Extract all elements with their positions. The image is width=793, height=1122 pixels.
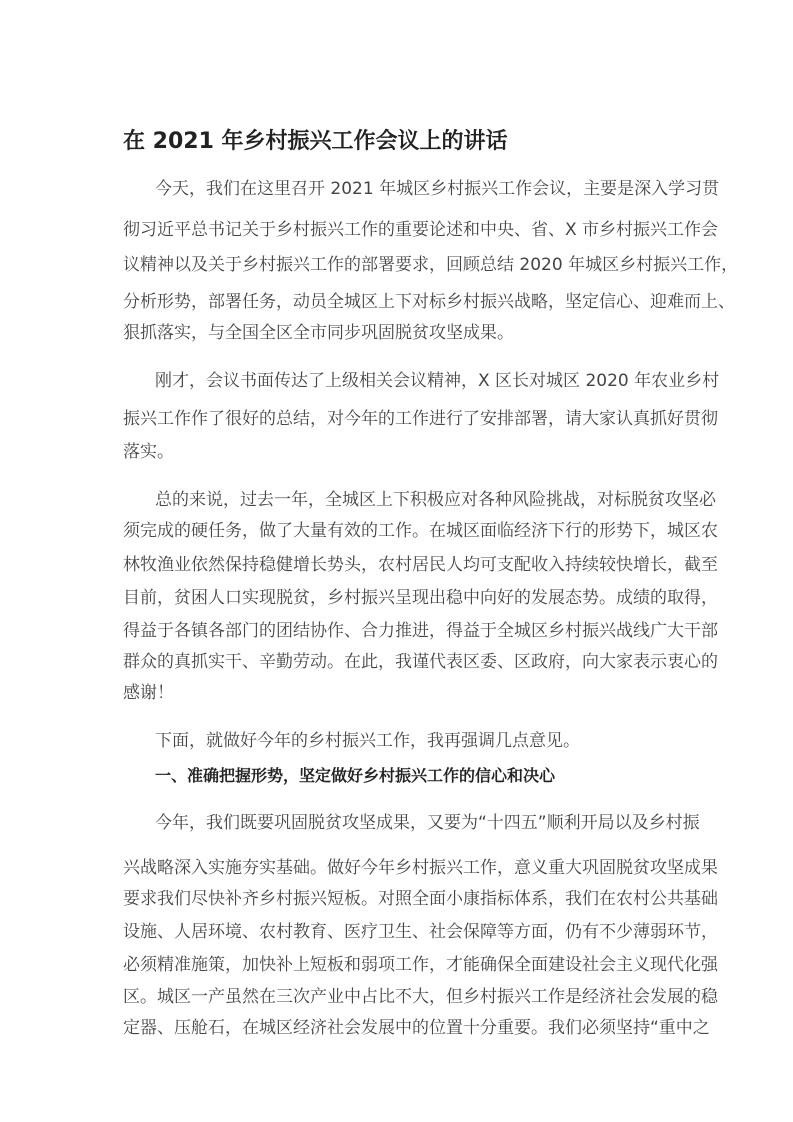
paragraph-line: 刚才，会议书面传达了上级相关会议精神，X 区长对城区 2020 年农业乡村 xyxy=(155,371,720,391)
paragraph-line: 必须精准施策，加快补上短板和弱项工作，才能确保全面建设社会主义现代化强 xyxy=(123,955,718,975)
paragraph-line: 目前，贫困人口实现脱贫，乡村振兴呈现出稳中向好的发展态势。成绩的取得， xyxy=(123,588,718,608)
paragraph-line: 须完成的硬任务，做了大量有效的工作。在城区面临经济下行的形势下，城区农 xyxy=(123,521,718,541)
paragraph-line: 今年，我们既要巩固脱贫攻坚成果，又要为“十四五”顺利开局以及乡村振 xyxy=(155,813,700,833)
paragraph-line: 感谢！ xyxy=(123,683,174,703)
document-title: 在 2021 年乡村振兴工作会议上的讲话 xyxy=(123,129,508,154)
paragraph-line: 得益于各镇各部门的团结协作、合力推进，得益于全城区乡村振兴战线广大干部 xyxy=(123,621,718,641)
paragraph-line: 今天，我们在这里召开 2021 年城区乡村振兴工作会议，主要是深入学习贯 xyxy=(155,179,720,199)
paragraph-line: 设施、人居环境、农村教育、医疗卫生、社会保障等方面，仍有不少薄弱环节， xyxy=(123,922,718,942)
paragraph-line: 群众的真抓实干、辛勤劳动。在此，我谨代表区委、区政府，向大家表示衷心的 xyxy=(123,652,718,672)
paragraph-line: 区。城区一产虽然在三次产业中占比不大，但乡村振兴工作是经济社会发展的稳 xyxy=(123,987,718,1007)
paragraph-line: 要求我们尽快补齐乡村振兴短板。对照全面小康指标体系，我们在农村公共基础 xyxy=(123,889,718,909)
paragraph-line: 振兴工作作了很好的总结，对今年的工作进行了安排部署，请大家认真抓好贯彻 xyxy=(123,409,718,429)
paragraph-line: 林牧渔业依然保持稳健增长势头，农村居民人均可支配收入持续较快增长，截至 xyxy=(123,555,718,575)
paragraph-line: 总的来说，过去一年，全城区上下积极应对各种风险挑战，对标脱贫攻坚必 xyxy=(155,490,716,510)
paragraph-line: 兴战略深入实施夯实基础。做好今年乡村振兴工作，意义重大巩固脱贫攻坚成果 xyxy=(123,858,718,878)
paragraph-line: 分析形势，部署任务，动员全城区上下对标乡村振兴战略，坚定信心、迎难而上、 xyxy=(123,292,735,312)
section-heading: 一、准确把握形势，坚定做好乡村振兴工作的信心和决心 xyxy=(155,766,556,785)
paragraph-line: 狠抓落实，与全国全区全市同步巩固脱贫攻坚成果。 xyxy=(123,323,514,343)
paragraph-line: 彻习近平总书记关于乡村振兴工作的重要论述和中央、省、X 市乡村振兴工作会 xyxy=(123,220,719,240)
paragraph-line: 下面，就做好今年的乡村振兴工作，我再强调几点意见。 xyxy=(155,731,580,751)
paragraph-line: 议精神以及关于乡村振兴工作的部署要求，回顾总结 2020 年城区乡村振兴工作， xyxy=(123,255,739,275)
paragraph-line: 定器、压舱石，在城区经济社会发展中的位置十分重要。我们必须坚持“重中之 xyxy=(123,1018,710,1038)
paragraph-line: 落实。 xyxy=(123,442,174,462)
